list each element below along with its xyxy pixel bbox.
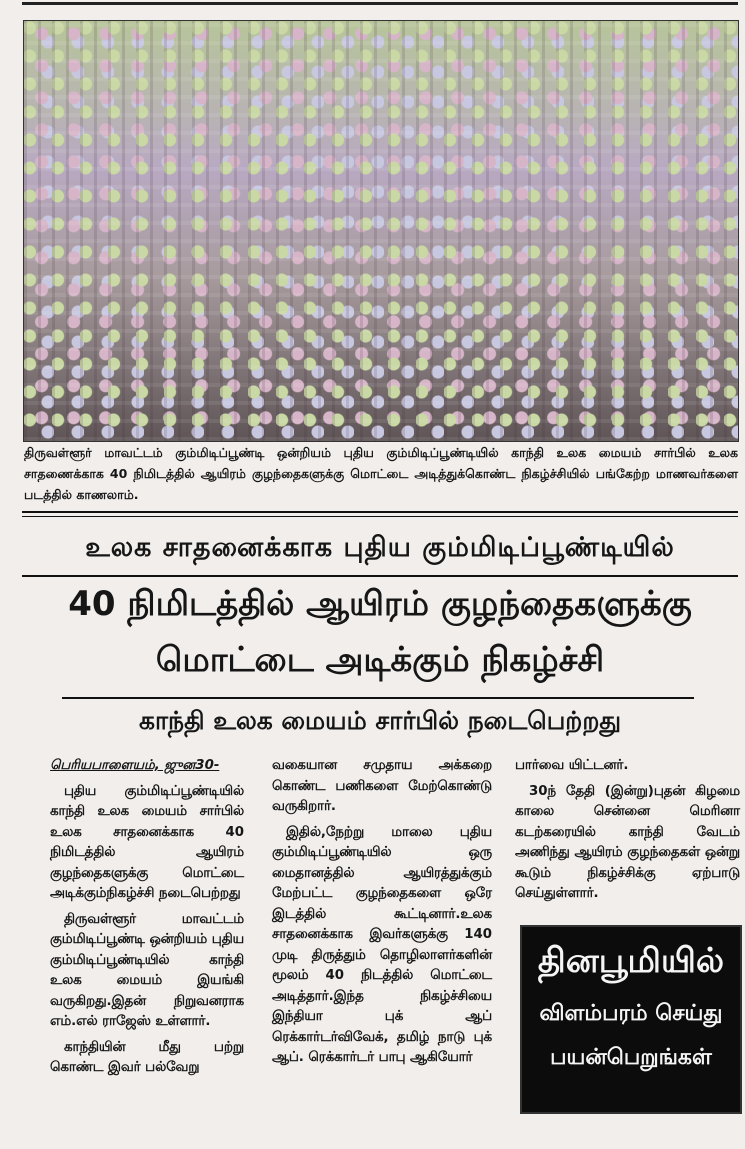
ad-brand: தினபூமியில் xyxy=(537,941,725,981)
advertisement-box xyxy=(520,925,742,1114)
crowd-photo xyxy=(23,20,739,442)
caption-divider xyxy=(22,511,738,513)
article-paragraph: காந்தியின் மீது பற்று கொண்ட இவர் பல்வேறு xyxy=(50,1039,244,1075)
photo-caption: திருவள்ளூர் மாவட்டம் கும்மிடிப்பூண்டி ஒன்றியம் புதிய கும்மிடிப்பூண்டியில் காந்தி உலக மையம் சார்பில் உலக சாதணைக்காக 40 நிமிடத்தில் ஆயிரம் குழந்தைகளுக்கு மொட்டை அடித்துக்கொண்ட நிகழ்ச்சியில் பங்கேற்ற மாணவர்களை படத்தில் காணலாம். xyxy=(24,445,738,502)
headline-line-2: மொட்டை அடிக்கும் நிகழ்ச்சி xyxy=(155,640,605,680)
article-paragraph: வகையான சமுதாய அக்கறை கொண்ட பணிகளை மேற்கொண்டு வருகிறார். xyxy=(272,758,492,814)
article-paragraph: திருவள்ளூர் மாவட்டம் கும்மிடிப்பூண்டி ஒன்றியம் புதிய கும்மிடிப்பூண்டியில் காந்தி உலக மையம் இயங்கி வருகிறது.இதன் நிறுவனராக எம்.எல் ராஜேஸ் உள்ளார். xyxy=(50,911,244,1029)
article-paragraph: பார்வை யிட்டனர். xyxy=(515,758,629,773)
dateline: பெரியபாளையம், ஜுன30- xyxy=(50,758,220,773)
article-column-3 xyxy=(515,756,740,910)
photo-texture xyxy=(24,21,738,441)
article-paragraph: புதிய கும்மிடிப்பூண்டியில் காந்தி உலக மையம் சார்பில் உலக சாதனைக்காக 40 நிமிடத்தில் ஆயிரம் குழந்தைகளுக்கு மொட்டை அடிக்கும்நிகழ்ச்சி நடைபெற்றது xyxy=(50,783,244,901)
kicker-headline: உலக சாதனைக்காக புதிய கும்மிடிப்பூண்டியில் xyxy=(85,532,675,563)
subheadline: காந்தி உலக மையம் சார்பில் நடைபெற்றது xyxy=(138,706,622,735)
ad-line-3: பயன்பெறுங்கள் xyxy=(550,1045,712,1070)
kicker-divider xyxy=(22,575,738,577)
article-column-1 xyxy=(50,756,244,1084)
ad-line-2: விளம்பரம் செய்து xyxy=(539,1001,723,1026)
headline-line-1: 40 நிமிடத்தில் ஆயிரம் குழந்தைகளுக்கு xyxy=(68,584,692,624)
article-paragraph: 30ந் தேதி (இன்று)புதன் கிழமை காலை சென்னை மெரினா கடற்கரையில் காந்தி வேடம் அணிந்து ஆயிரம் குழந்தைகள் ஒன்று கூடும் நிகழ்ச்சிக்கு ஏற்பாடு செய்துள்ளார். xyxy=(515,783,740,901)
article-paragraph: இதில்,நேற்று மாலை புதிய கும்மிடிப்பூண்டியில் ஒரு மைதானத்தில் ஆயிரத்துக்கும் மேற்பட்ட குழந்தைகளை ஒரே இடத்தில் கூட்டினார்.உலக சாதனைக்காக இவர்களுக்கு 140 முடி திருத்தும் தொழிலாளர்களின் மூலம் 40 நிடத்தில் மொட்டை அடித்தார்.இந்த நிகழ்ச்சியை இந்தியா புக் ஆப் ரெக்கார்டர்விவேக், தமிழ் நாடு புக் ஆப். ரெக்கார்டர் பாபு ஆகியோர் xyxy=(272,824,492,1065)
article-column-2 xyxy=(272,756,492,1074)
caption-divider-thin xyxy=(22,516,738,517)
subhead-divider xyxy=(62,697,694,699)
top-rule xyxy=(22,2,738,5)
